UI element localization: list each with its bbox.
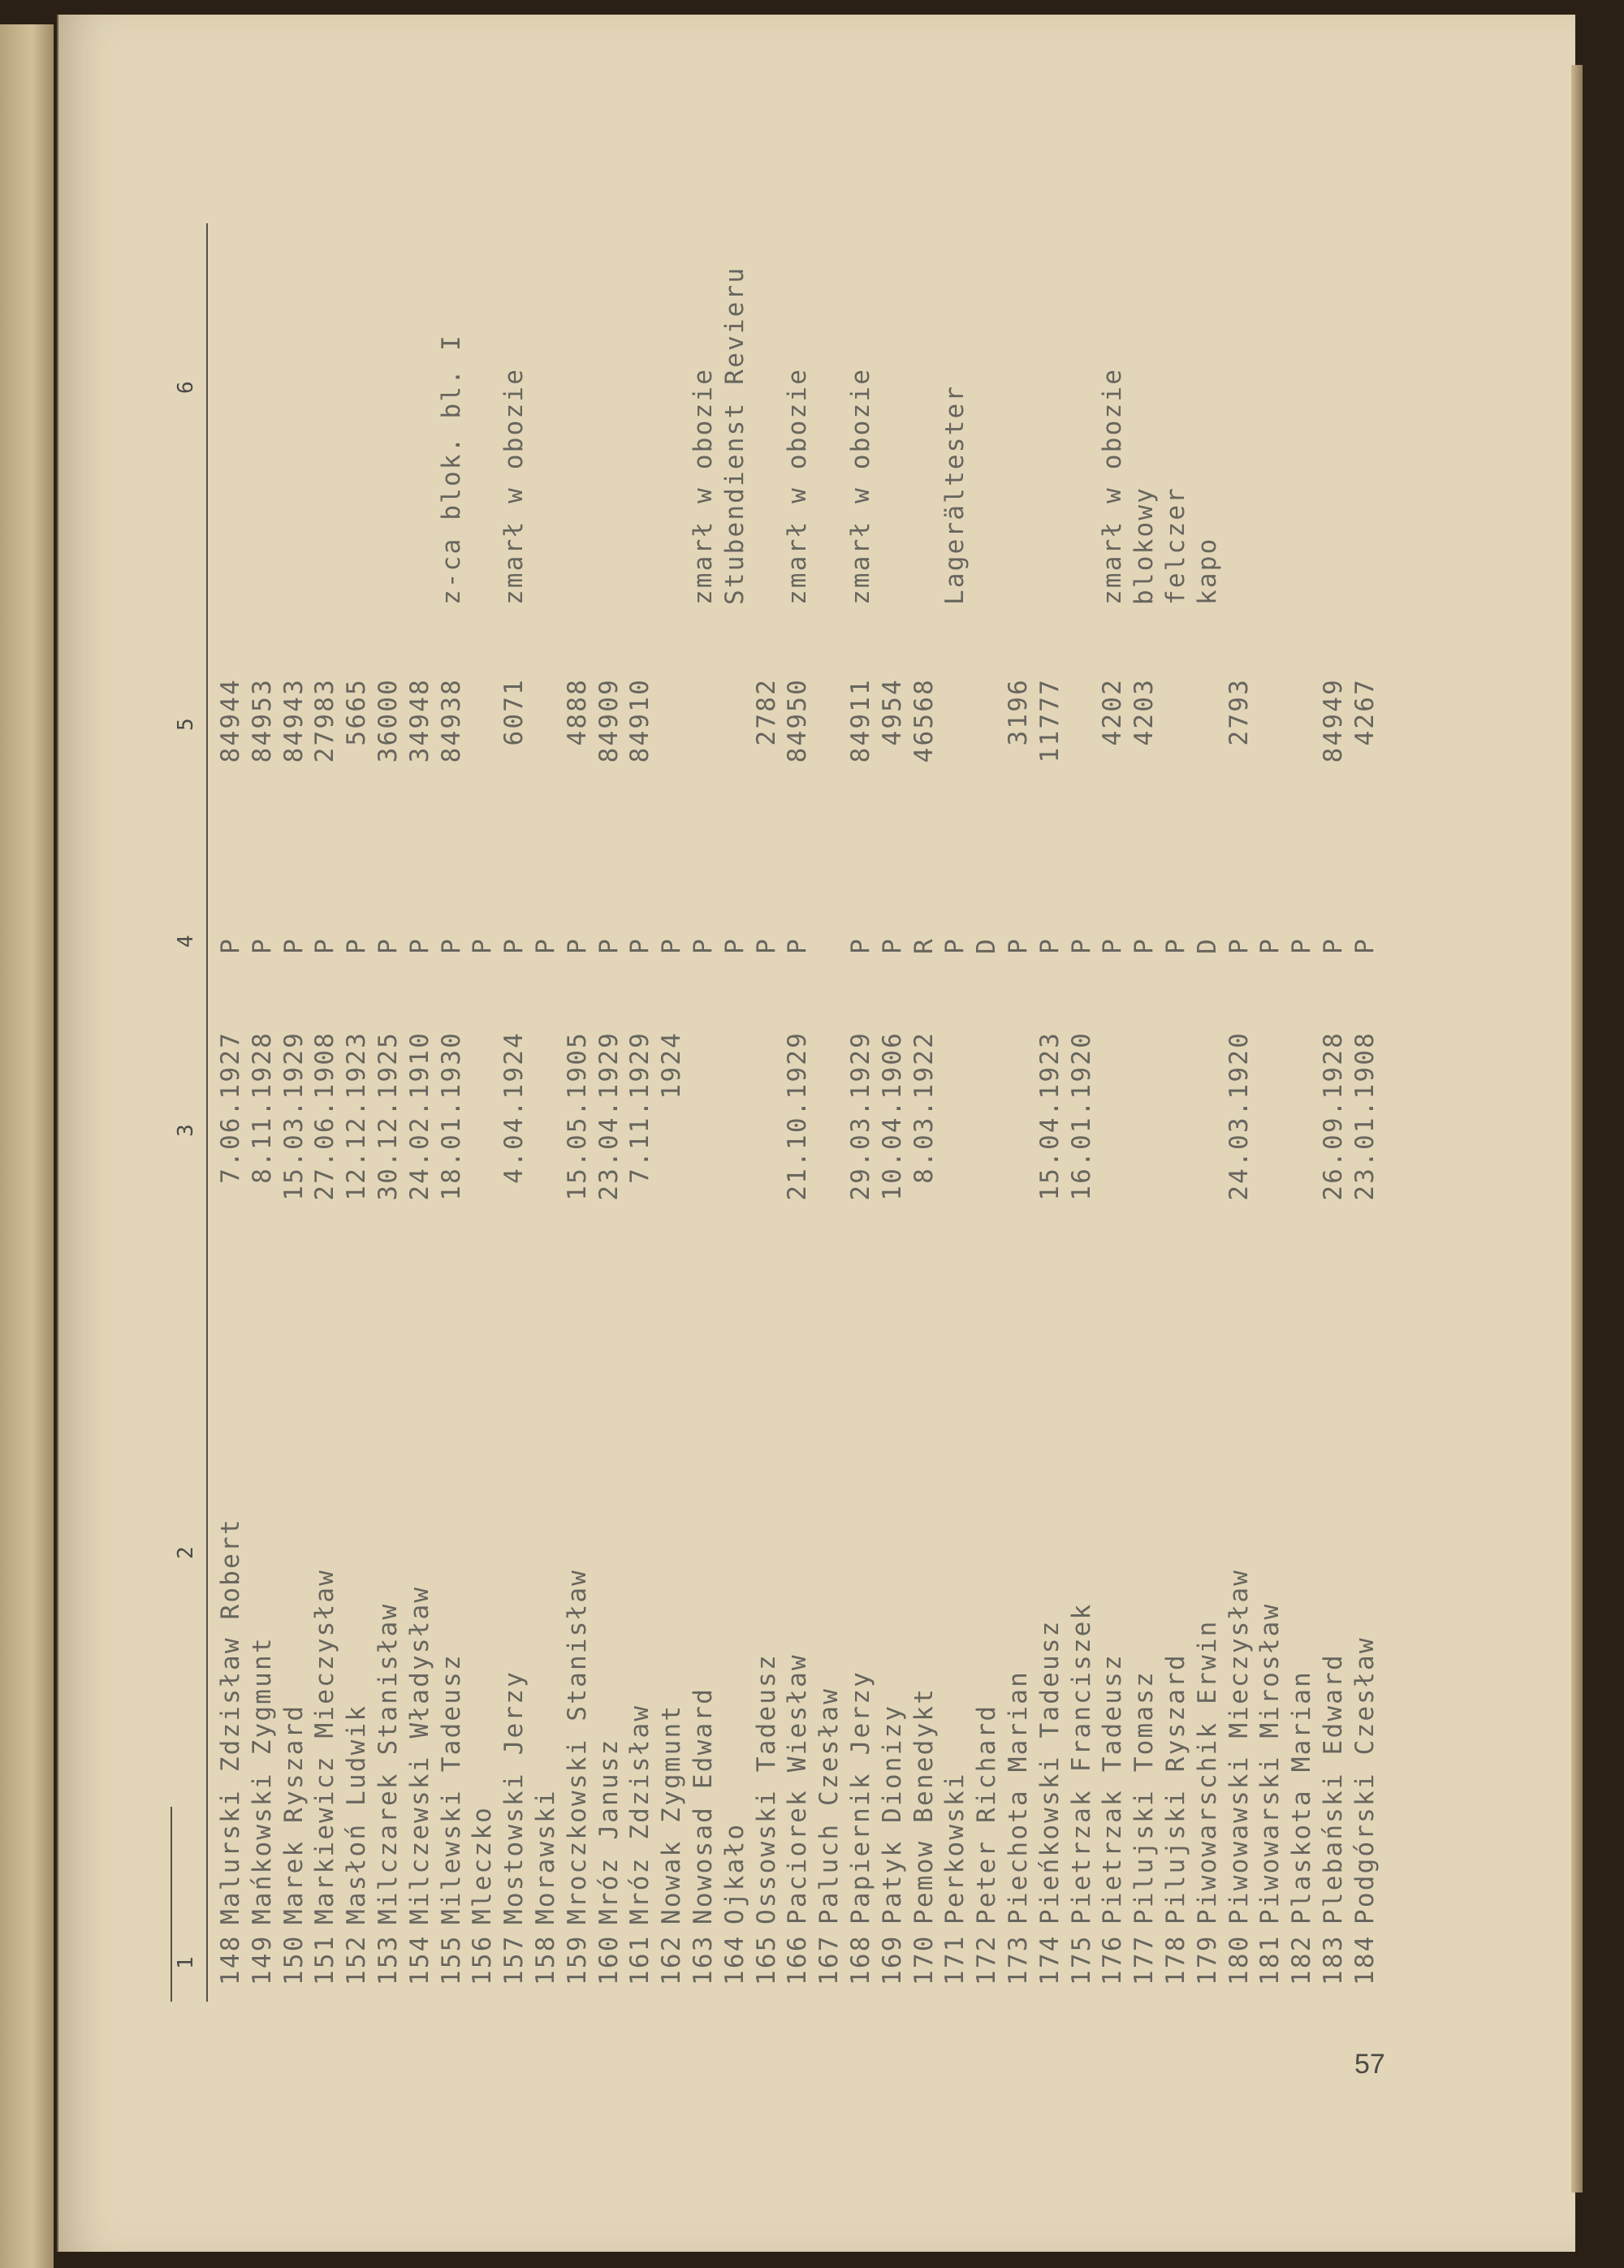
row-category: P [625,937,655,954]
row-number: 165 [751,1934,781,1985]
table-row [594,53,624,2002]
row-birth-date: 26.09.1928 [1319,1031,1348,1201]
table-row [373,53,404,2002]
table-row [467,53,498,2002]
row-birth-date: 16.01.1920 [1066,1031,1096,1201]
table-row [814,53,844,2002]
row-number: 179 [1192,1934,1222,1985]
row-birth-date: 24.02.1910 [404,1031,434,1201]
row-number: 167 [814,1934,844,1985]
row-name: Mróz Janusz [594,1738,624,1925]
row-name: Mróz Zdzisław [625,1704,655,1925]
row-name: Milczarek Stanisław [374,1602,403,1925]
table-row [404,53,435,2002]
table-row [1034,53,1065,2002]
row-category: R [909,937,939,954]
row-birth-date: 30.12.1925 [374,1031,403,1201]
row-camp-number: 84911 [846,678,875,763]
row-camp-number: 4888 [562,678,592,746]
row-note: kapo [1192,537,1222,605]
row-category: P [877,937,907,954]
row-name: Pilujski Tomasz [1129,1670,1160,1925]
column-number-5: 5 [174,718,198,731]
row-category: P [374,937,403,954]
row-number: 184 [1350,1934,1380,1985]
row-category: P [499,937,529,954]
table-row [1160,53,1191,2002]
row-number: 183 [1319,1934,1348,1985]
row-birth-date: 7.06.1927 [216,1031,245,1184]
row-name: Plebański Edward [1319,1653,1348,1925]
table-row [939,53,970,2002]
table-row [279,53,309,2002]
row-name: Ossowski Tadeusz [751,1653,781,1925]
column-number-4: 4 [174,935,198,948]
row-name: Nowak Zygmunt [657,1704,687,1925]
row-name: Pietrzak Tadeusz [1098,1653,1128,1925]
table-row [247,53,278,2002]
row-birth-date: 27.06.1908 [310,1031,340,1201]
row-number: 157 [499,1934,529,1985]
row-name: Malurski Zdzisław Robert [216,1518,245,1925]
table-row [436,53,467,2002]
row-camp-number: 84909 [594,678,624,763]
row-note: zmarł w obozie [499,367,529,605]
row-number: 172 [972,1934,1002,1985]
row-number: 154 [404,1934,434,1985]
row-camp-number: 84950 [783,678,813,763]
row-camp-number: 6071 [499,678,529,746]
row-birth-date: 23.04.1929 [594,1031,624,1201]
row-number: 180 [1224,1934,1254,1985]
table-row [309,53,340,2002]
row-number: 177 [1129,1934,1160,1985]
table-row [1286,53,1317,2002]
row-category: P [719,937,749,954]
row-camp-number: 84944 [216,678,245,763]
column-number-1: 1 [174,1956,198,1969]
column-number-2: 2 [174,1546,198,1559]
row-camp-number: 36000 [374,678,403,763]
row-camp-number: 3196 [1004,678,1033,746]
table-row [499,53,529,2002]
rotated-table [171,53,1600,2002]
table-row [215,53,246,2002]
row-name: Mostowski Jerzy [499,1670,529,1925]
row-camp-number: 5665 [342,678,372,746]
table-row [1129,53,1160,2002]
row-name: Paciorek Wiesław [783,1653,813,1925]
row-number: 168 [846,1934,875,1985]
row-category: D [1192,937,1222,954]
row-category: P [1161,937,1190,954]
row-name: Nowosad Edward [689,1687,718,1925]
row-category: P [1255,937,1285,954]
row-birth-date: 15.03.1929 [279,1031,309,1201]
row-camp-number: 84949 [1319,678,1348,763]
row-camp-number: 2782 [751,678,781,746]
row-category: P [783,937,813,954]
row-category: P [531,937,560,954]
row-number: 158 [531,1934,560,1985]
row-number: 159 [562,1934,592,1985]
row-number: 155 [436,1934,466,1985]
row-name: Peter Richard [972,1704,1002,1925]
row-category: D [972,937,1002,954]
row-number: 173 [1004,1934,1033,1985]
row-name: Milczewski Władysław [404,1585,434,1925]
row-birth-date: 21.10.1929 [783,1031,813,1201]
row-category: P [594,937,624,954]
row-category: P [1350,937,1380,954]
table-row [1003,53,1034,2002]
column-number-6: 6 [174,381,198,394]
row-name: Mroczkowski Stanisław [562,1568,592,1925]
row-number: 174 [1034,1934,1065,1985]
row-camp-number: 27983 [310,678,340,763]
row-number: 150 [279,1934,309,1985]
table-row [751,53,782,2002]
row-name: Pieńkowski Tadeusz [1034,1619,1065,1925]
table-row [1192,53,1223,2002]
row-name: Ojkało [719,1822,749,1925]
row-number: 169 [877,1934,907,1985]
row-birth-date: 7.11.1929 [625,1031,655,1184]
previous-page-strip [0,24,54,2268]
row-camp-number: 4202 [1098,678,1128,746]
row-number: 152 [342,1934,372,1985]
row-number: 166 [783,1934,813,1985]
table-row [782,53,813,2002]
row-number: 182 [1287,1934,1317,1985]
row-number: 176 [1098,1934,1128,1985]
row-number: 175 [1066,1934,1096,1985]
row-birth-date: 8.03.1922 [909,1031,939,1184]
row-note: Stubendienst Revieru [719,266,749,605]
row-birth-date: 1924 [657,1031,687,1099]
row-camp-number: 4267 [1350,678,1380,746]
row-number: 151 [310,1934,340,1985]
row-camp-number: 34948 [404,678,434,763]
row-number: 160 [594,1934,624,1985]
row-category: P [1287,937,1317,954]
row-number: 164 [719,1934,749,1985]
table-row [909,53,939,2002]
row-note: felczer [1161,486,1190,605]
row-camp-number: 2793 [1224,678,1254,746]
row-number: 153 [374,1934,403,1985]
row-camp-number: 4203 [1129,678,1160,746]
row-category: P [468,937,498,954]
row-category: P [436,937,466,954]
row-name: Perkowski [940,1772,970,1925]
row-number: 171 [940,1934,970,1985]
row-name: Plaskota Marian [1287,1670,1317,1925]
row-birth-date: 23.01.1908 [1350,1031,1380,1201]
row-category: P [846,937,875,954]
row-camp-number: 84953 [247,678,277,763]
page-number: 57 [1354,2049,1385,2080]
table-row [1350,53,1380,2002]
row-category: P [216,937,245,954]
row-category: P [404,937,434,954]
column-number-3: 3 [174,1124,198,1137]
row-name: Marek Ryszard [279,1704,309,1925]
row-name: Piechota Marian [1004,1670,1033,1925]
row-note: zmarł w obozie [1098,367,1128,605]
row-number: 181 [1255,1934,1285,1985]
row-name: Markiewicz Mieczysław [310,1568,340,1925]
row-category: P [1098,937,1128,954]
row-category: P [1129,937,1160,954]
row-name: Pilujski Ryszard [1161,1653,1190,1925]
row-note: zmarł w obozie [689,367,718,605]
row-category: P [279,937,309,954]
row-note: zmarł w obozie [846,367,875,605]
table-row [1066,53,1097,2002]
table-row [624,53,655,2002]
table-row [1097,53,1128,2002]
row-category: P [657,937,687,954]
row-name: Masłoń Ludwik [342,1704,372,1925]
row-birth-date: 29.03.1929 [846,1031,875,1201]
table-row [845,53,876,2002]
row-camp-number: 84943 [279,678,309,763]
row-name: Patyk Dionizy [877,1704,907,1925]
row-birth-date: 15.05.1905 [562,1031,592,1201]
row-name: Piwowawski Mieczysław [1224,1568,1254,1925]
row-category: P [1224,937,1254,954]
row-name: Milewski Tadeusz [436,1653,466,1925]
row-name: Papiernik Jerzy [846,1670,875,1925]
row-name: Pemow Benedykt [909,1687,939,1925]
row-camp-number: 4954 [877,678,907,746]
row-name: Podgórski Czesław [1350,1636,1380,1925]
row-category: P [562,937,592,954]
row-number: 170 [909,1934,939,1985]
table-row [341,53,372,2002]
row-birth-date: 15.04.1923 [1034,1031,1065,1201]
row-birth-date: 8.11.1928 [247,1031,277,1184]
table-row [688,53,719,2002]
row-number: 162 [657,1934,687,1985]
row-category: P [940,937,970,954]
table-row [719,53,750,2002]
row-camp-number: 84910 [625,678,655,763]
row-category: P [342,937,372,954]
table-row [971,53,1002,2002]
table-row [1255,53,1285,2002]
row-note: Lagerältester [940,384,970,605]
row-category: P [1066,937,1096,954]
row-category: P [1004,937,1033,954]
row-camp-number: 11777 [1034,678,1065,763]
row-name: Pietrzak Franciszek [1066,1602,1096,1925]
row-number: 163 [689,1934,718,1985]
row-category: P [310,937,340,954]
header-top-rule [171,1807,172,2002]
table-row [1318,53,1349,2002]
row-number: 178 [1161,1934,1190,1985]
row-birth-date: 24.03.1920 [1224,1031,1254,1201]
row-note: blokowy [1129,486,1160,605]
row-name: Mańkowski Zygmunt [247,1636,277,1925]
row-category: P [1034,937,1065,954]
row-name: Piwowarschik Erwin [1192,1619,1222,1925]
row-number: 161 [625,1934,655,1985]
row-category: P [1319,937,1348,954]
table-row [877,53,908,2002]
row-birth-date: 4.04.1924 [499,1031,529,1184]
row-birth-date: 10.04.1906 [877,1031,907,1201]
row-birth-date: 18.01.1930 [436,1031,466,1201]
row-number: 149 [247,1934,277,1985]
table-row [562,53,593,2002]
row-name: Paluch Czesław [814,1687,844,1925]
row-name: Piwowarski Mirosław [1255,1602,1285,1925]
row-note: z-ca blok. bl. I [436,334,466,605]
row-category: P [247,937,277,954]
row-category: P [751,937,781,954]
row-camp-number: 84938 [436,678,466,763]
row-category: P [689,937,718,954]
row-note: zmarł w obozie [783,367,813,605]
row-number: 148 [216,1934,245,1985]
row-name: Morawski [531,1789,560,1925]
header-bottom-rule [206,223,208,2002]
row-birth-date: 12.12.1923 [342,1031,372,1201]
table-row [656,53,687,2002]
table-row [530,53,561,2002]
table-row [1224,53,1255,2002]
row-number: 156 [468,1934,498,1985]
row-name: Mleczko [468,1805,498,1925]
row-camp-number: 46568 [909,678,939,763]
